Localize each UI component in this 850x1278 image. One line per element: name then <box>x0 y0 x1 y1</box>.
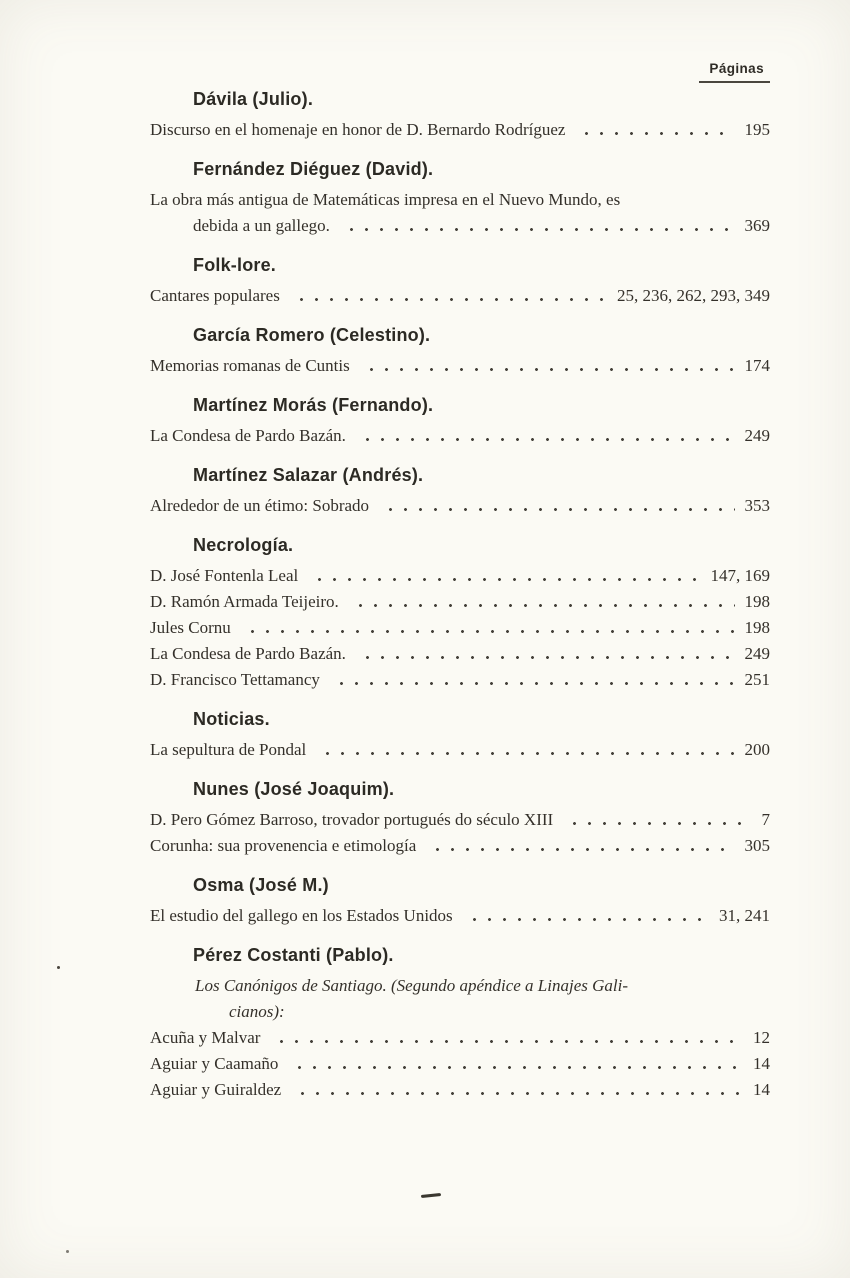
index-section <box>150 465 770 519</box>
entry-row <box>150 807 770 833</box>
dot-leader <box>318 737 734 763</box>
ink-speck <box>57 966 60 969</box>
entry-row <box>150 493 770 519</box>
index-section <box>150 709 770 763</box>
entry-row <box>150 1051 770 1077</box>
entry-row <box>150 615 770 641</box>
index-section <box>150 945 770 1103</box>
dot-leader <box>577 117 734 143</box>
entry-text: El estudio del gallego en los Estados Unidos <box>150 906 453 925</box>
index-section <box>150 395 770 449</box>
entry-page: 353 <box>744 496 770 515</box>
dot-leader <box>358 423 735 449</box>
dot-leader <box>565 807 751 833</box>
index-sections <box>150 89 770 1103</box>
entry-line: La obra más antigua de Matemáticas impresa en el Nuevo Mundo, es <box>150 190 621 209</box>
entry-page: 198 <box>744 592 770 611</box>
entry-row <box>150 903 770 929</box>
entry-text: D. Pero Gómez Barroso, trovador portugués do século XIII <box>150 810 554 829</box>
entry-row <box>150 117 770 143</box>
section-heading: García Romero (Celestino). <box>193 325 431 345</box>
entry-page: 174 <box>744 356 770 375</box>
dot-leader <box>272 1025 743 1051</box>
entry-page: 14 <box>753 1054 770 1073</box>
page-column-header: Páginas <box>699 61 770 83</box>
entry-row <box>193 213 770 239</box>
entry-text: Acuña y Malvar <box>150 1028 261 1047</box>
entry-text: D. Ramón Armada Teijeiro. <box>150 592 339 611</box>
entry-page: 12 <box>753 1028 770 1047</box>
entry-page: 195 <box>744 120 770 139</box>
entry-text: debida a un gallego. <box>193 216 330 235</box>
entry-page: 7 <box>761 810 770 829</box>
entry-text: Aguiar y Guiraldez <box>150 1080 282 1099</box>
entry-row <box>150 667 770 693</box>
entry-page: 369 <box>744 216 770 235</box>
dot-leader <box>332 667 735 693</box>
dot-leader <box>465 903 709 929</box>
ink-mark <box>421 1193 441 1198</box>
entry-text: D. José Fontenla Leal <box>150 566 299 585</box>
entry-page: 249 <box>744 426 770 445</box>
section-heading: Martínez Morás (Fernando). <box>193 395 434 415</box>
entry-row <box>150 283 770 309</box>
entry-row <box>150 1025 770 1051</box>
entry-text: Jules Cornu <box>150 618 231 637</box>
entry-row <box>150 1077 770 1103</box>
dot-leader <box>293 1077 743 1103</box>
entry-page: 25, 236, 262, 293, 349 <box>617 286 770 305</box>
entry-page: 14 <box>753 1080 770 1099</box>
entry-row <box>150 641 770 667</box>
section-heading: Fernández Diéguez (David). <box>193 159 434 179</box>
section-heading: Osma (José M.) <box>193 875 329 895</box>
entry-text: La sepultura de Pondal <box>150 740 307 759</box>
entry-line: cianos): <box>229 1002 285 1021</box>
section-heading: Nunes (José Joaquim). <box>193 779 395 799</box>
entry-row <box>150 737 770 763</box>
page-column-header-wrap <box>150 60 770 83</box>
entry-text: Corunha: sua provenencia e etimología <box>150 836 417 855</box>
dot-leader <box>243 615 735 641</box>
entry-row <box>150 353 770 379</box>
entry-text: La Condesa de Pardo Bazán. <box>150 426 346 445</box>
entry-row <box>150 563 770 589</box>
entry-page: 198 <box>744 618 770 637</box>
dot-leader <box>290 1051 743 1077</box>
entry-page: 147, 169 <box>710 566 770 585</box>
entry-page: 251 <box>744 670 770 689</box>
dot-leader <box>362 353 735 379</box>
entry-text: Aguiar y Caamaño <box>150 1054 279 1073</box>
entry-text: D. Francisco Tettamancy <box>150 670 320 689</box>
section-heading: Folk-lore. <box>193 255 277 275</box>
entry-page: 31, 241 <box>719 906 770 925</box>
index-section <box>150 779 770 859</box>
entry-text: La Condesa de Pardo Bazán. <box>150 644 346 663</box>
index-section <box>150 255 770 309</box>
index-section <box>150 89 770 143</box>
index-section <box>150 159 770 239</box>
section-heading: Necrología. <box>193 535 294 555</box>
index-section <box>150 535 770 693</box>
entry-row <box>150 833 770 859</box>
entry-page: 249 <box>744 644 770 663</box>
section-heading: Dávila (Julio). <box>193 89 314 109</box>
entry-row <box>150 423 770 449</box>
entry-text: Memorias romanas de Cuntis <box>150 356 350 375</box>
dot-leader <box>342 213 735 239</box>
dot-leader <box>381 493 734 519</box>
entry-text: Discurso en el homenaje en honor de D. Bernardo Rodríguez <box>150 120 566 139</box>
section-heading: Noticias. <box>193 709 270 729</box>
dot-leader <box>351 589 735 615</box>
entry-row <box>150 589 770 615</box>
entry-line: Los Canónigos de Santiago. (Segundo apéndice a Linajes Gali- <box>195 976 629 995</box>
section-heading: Martínez Salazar (Andrés). <box>193 465 424 485</box>
dot-leader <box>310 563 700 589</box>
ink-speck <box>66 1250 69 1253</box>
entry-page: 305 <box>744 836 770 855</box>
entry-page: 200 <box>744 740 770 759</box>
index-section <box>150 875 770 929</box>
dot-leader <box>292 283 607 309</box>
entry-text: Cantares populares <box>150 286 280 305</box>
section-heading: Pérez Costanti (Pablo). <box>193 945 394 965</box>
entry-text: Alrededor de un étimo: Sobrado <box>150 496 370 515</box>
dot-leader <box>358 641 735 667</box>
index-section <box>150 325 770 379</box>
dot-leader <box>428 833 734 859</box>
